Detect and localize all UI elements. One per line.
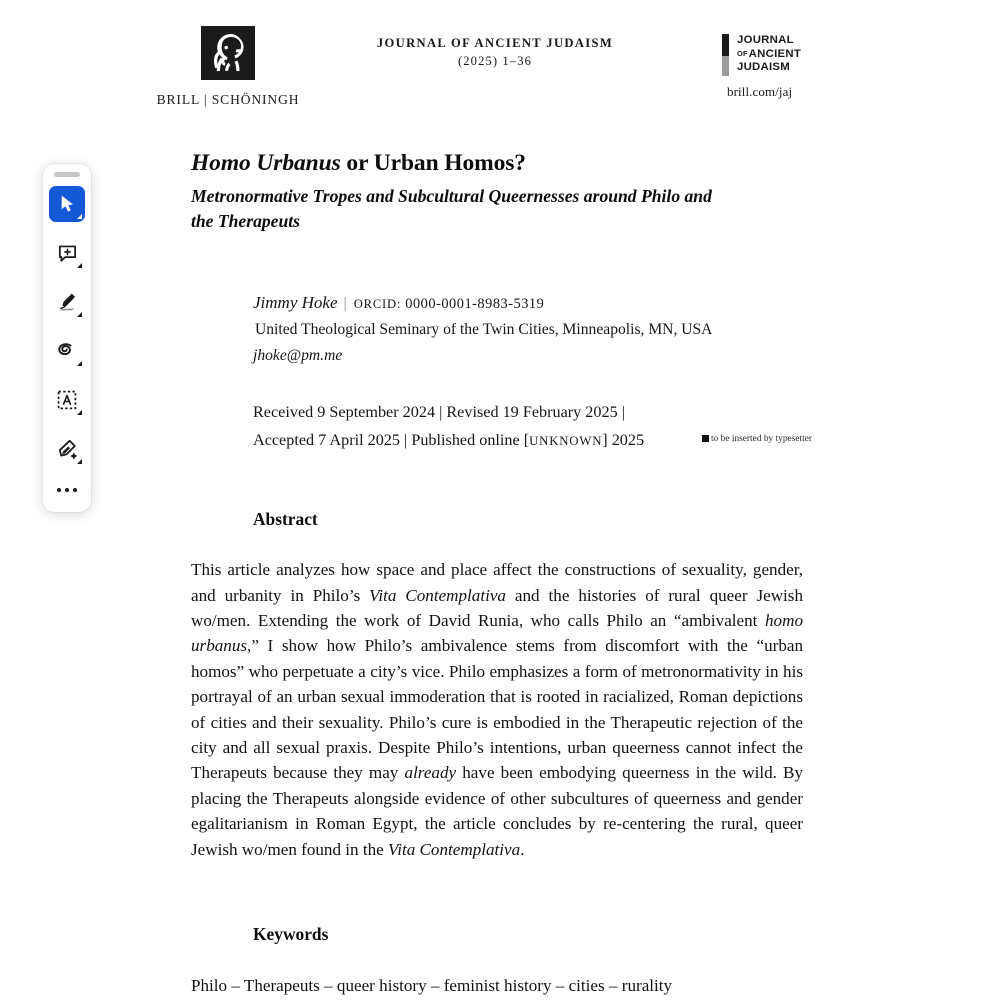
- more-dot-icon: [65, 488, 69, 492]
- abstract-part-b: and the histories of rural queer Jewish wo/men. Extending the work of David Runia, who calls Philo an “ambivalent: [191, 585, 803, 631]
- keywords-heading: Keywords: [253, 924, 329, 945]
- text-select-tool[interactable]: [49, 382, 85, 418]
- dates-line-1: Received 9 September 2024 | Revised 19 February 2025 |: [253, 403, 625, 422]
- abstract-part-d: have been embodying queerness in the wild. By placing the Therapeuts alongside evidence of other subcultures of queerness and gender egalitarianism in Roman Egypt, the article concludes by re-centering the rural, queer Jewish wo/men found in the: [191, 763, 803, 859]
- journal-masthead: [0, 0, 988, 120]
- brill-minerva-logo-icon: [201, 26, 255, 80]
- more-tools-button[interactable]: [49, 478, 85, 502]
- author-name: Jimmy Hoke: [253, 293, 338, 312]
- journal-logo-line2: ANCIENT: [748, 48, 802, 61]
- journal-logo-words: [737, 34, 801, 76]
- journal-title: JOURNAL OF ANCIENT JUDAISM: [376, 36, 614, 50]
- add-comment-tool-caret-icon[interactable]: [77, 263, 82, 268]
- journal-url[interactable]: brill.com/jaj: [727, 84, 793, 99]
- more-dot-icon: [73, 488, 77, 492]
- orcid-label: ORCID:: [353, 297, 402, 311]
- journal-logo-icon: [722, 34, 882, 76]
- dates-line-2-post: ] 2025: [602, 431, 645, 450]
- abstract-heading: Abstract: [253, 509, 318, 530]
- journal-logo-block: [722, 34, 882, 100]
- select-cursor-tool[interactable]: [49, 186, 85, 222]
- journal-logo-line1: JOURNAL: [737, 34, 794, 46]
- dates-unknown-token: UNKNOWN: [529, 434, 603, 449]
- lasso-loop-tool[interactable]: [49, 333, 85, 369]
- annotation-toolbar[interactable]: [43, 164, 91, 512]
- journal-running-head: [330, 36, 660, 69]
- abstract-part-a: This article analyzes how space and place affect the constructions of sexuality, gender, and urbanity in Philo’s: [191, 560, 803, 605]
- author-separator: |: [343, 294, 347, 312]
- note-bullet-icon: [702, 435, 709, 442]
- article-front-matter: [191, 148, 813, 999]
- more-dot-icon: [57, 488, 61, 492]
- author-block: [253, 290, 803, 368]
- article-title-italic: Homo Urbanus: [191, 150, 341, 176]
- abstract-italic-3: already: [404, 763, 457, 783]
- highlight-tool-caret-icon[interactable]: [77, 312, 82, 317]
- journal-logo-bar: [722, 34, 729, 76]
- typesetter-note: [702, 434, 812, 445]
- journal-logo-of: OF: [737, 49, 748, 59]
- publisher-name: BRILL | SCHÖNINGH: [156, 92, 300, 107]
- article-subtitle: Metronormative Tropes and Subcultural Queernesses around Philo and the Therapeuts: [191, 186, 712, 231]
- draw-signature-tool-caret-icon[interactable]: [77, 459, 82, 464]
- publication-dates: [253, 398, 813, 455]
- journal-logo-line3: JUDAISM: [737, 61, 791, 74]
- toolbar-drag-handle[interactable]: [54, 172, 80, 177]
- abstract-italic-2: homo urbanus: [191, 611, 803, 656]
- lasso-loop-tool-caret-icon[interactable]: [77, 361, 82, 366]
- add-comment-tool[interactable]: [49, 235, 85, 271]
- dates-line-2-pre: Accepted 7 April 2025 | Published online [: [253, 431, 530, 450]
- text-select-tool-caret-icon[interactable]: [77, 410, 82, 415]
- abstract-part-c: ,” I show how Philo’s ambivalence stems from discomfort with the “urban homos” who perpetuate a city’s vice. Philo emphasizes a form of metronormativity in his portrayal of an urban sexual immoderation that is rooted in racialized, Roman depictions of cities and their sexuality. Philo’s cure is embodied in the Therapeutic rejection of the city and all sexual praxis. Despite Philo’s intentions, urban queerness cannot infect the Therapeuts because they may: [191, 636, 803, 783]
- abstract-part-e: .: [520, 839, 525, 859]
- journal-issue: (2025) 1–36: [457, 54, 532, 68]
- author-email[interactable]: jhoke@pm.me: [253, 346, 343, 364]
- select-cursor-tool-caret-icon[interactable]: [77, 214, 82, 219]
- highlight-tool[interactable]: [49, 284, 85, 320]
- author-affiliation: United Theological Seminary of the Twin Cities, Minneapolis, MN, USA: [255, 321, 713, 339]
- draw-signature-tool[interactable]: [49, 431, 85, 467]
- abstract-italic-4: Vita Contemplativa: [388, 839, 521, 859]
- abstract-italic-1: Vita Contemplativa: [369, 585, 506, 605]
- article-title: [191, 148, 803, 178]
- publisher-logo-block: [148, 26, 308, 108]
- author-line: [253, 290, 803, 317]
- typesetter-note-text: to be inserted by typesetter: [711, 434, 813, 445]
- keywords-list: Philo – Therapeuts – queer history – feminist history – cities – rurality: [191, 976, 673, 996]
- article-title-rest: or Urban Homos?: [340, 150, 526, 176]
- orcid-id[interactable]: 0000-0001-8983-5319: [405, 296, 545, 312]
- abstract-paragraph: [191, 557, 803, 862]
